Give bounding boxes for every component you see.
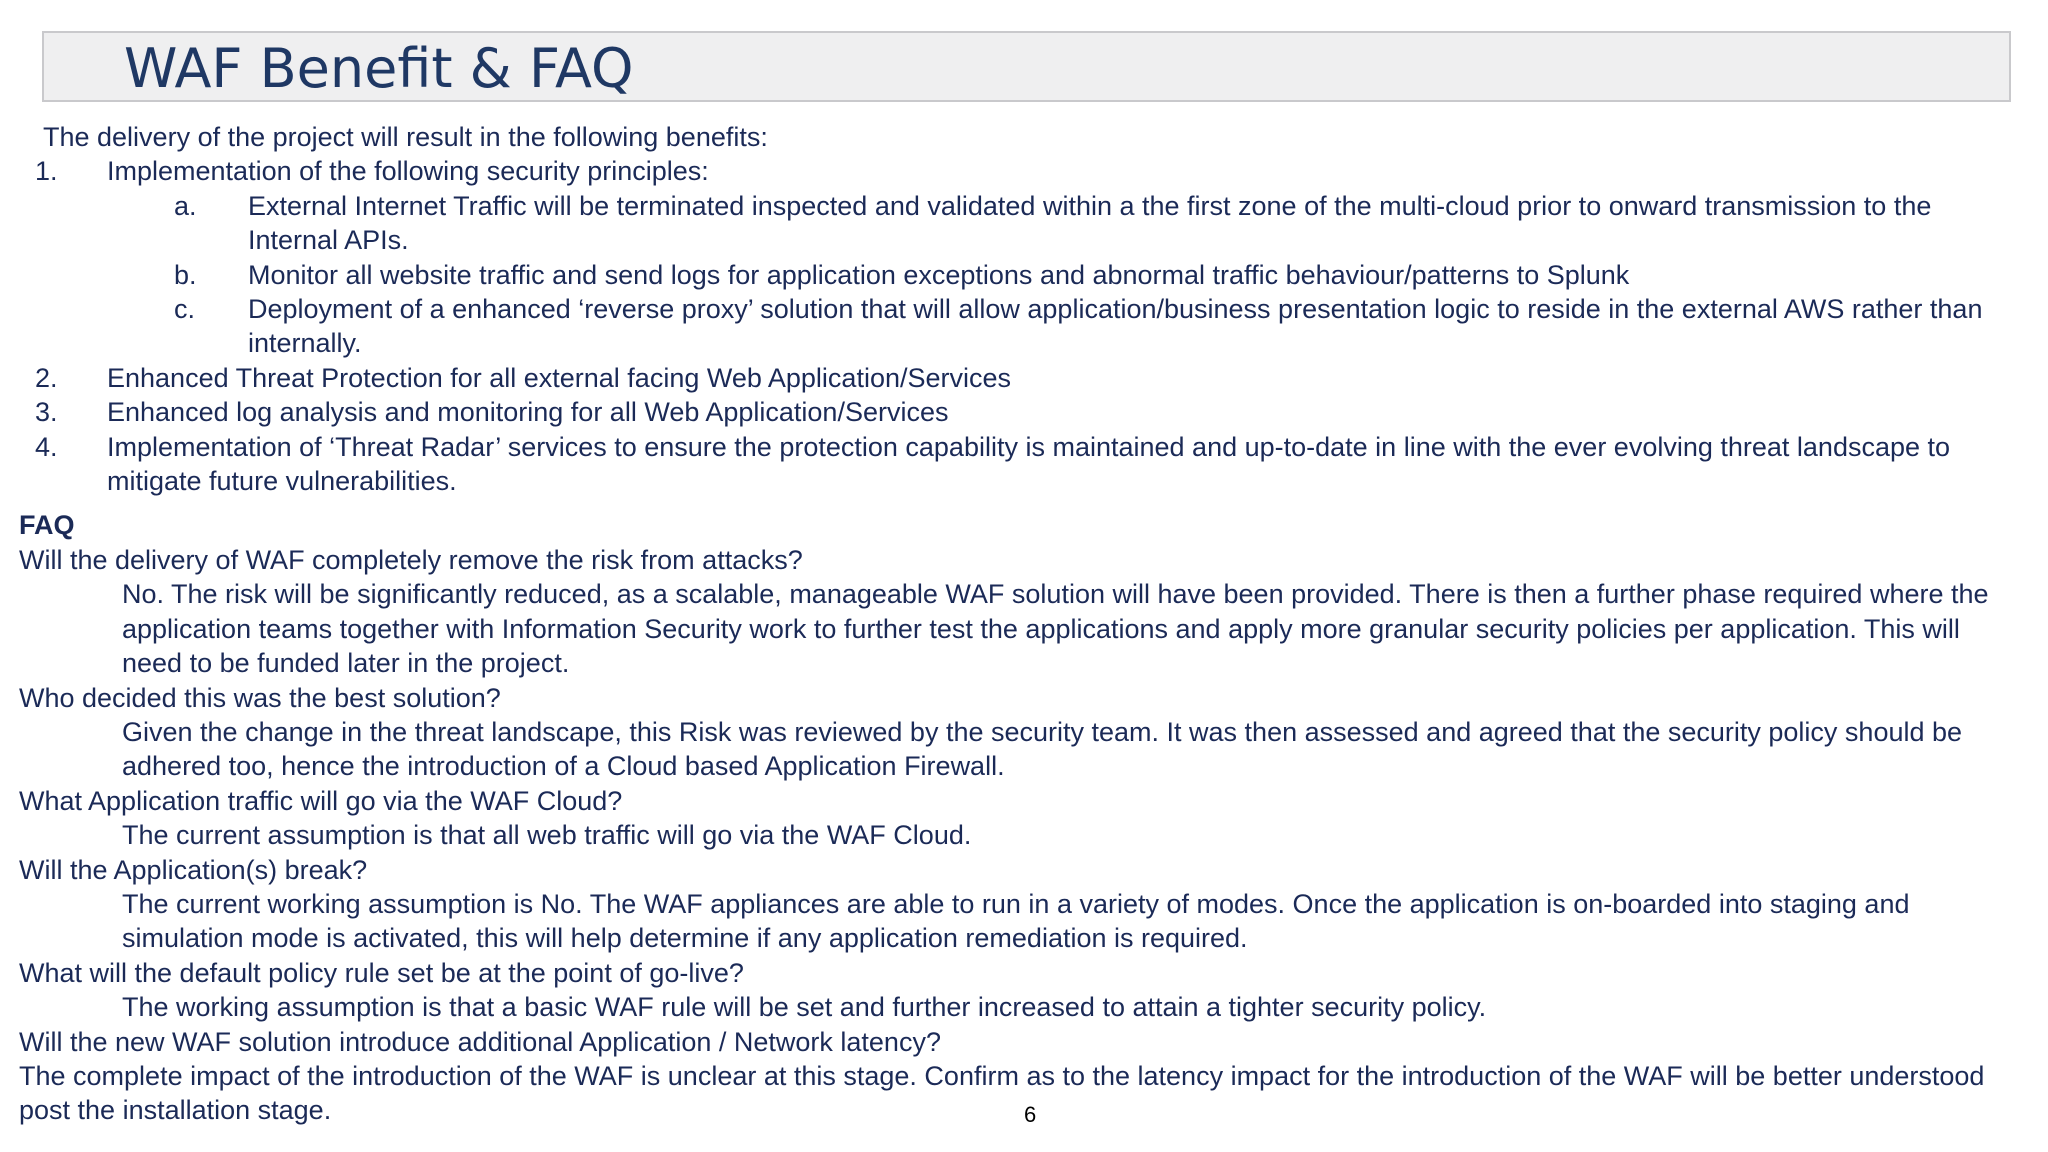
faq-answer: The working assumption is that a basic WAF rule will be set and further increased to attain a tighter security policy. — [122, 992, 1487, 1023]
faq-answer: The current assumption is that all web traffic will go via the WAF Cloud. — [122, 820, 972, 851]
benefits-list — [0, 154, 2048, 498]
benefit-subitem — [0, 258, 2048, 292]
benefit-text: Enhanced log analysis and monitoring for all Web Application/Services — [107, 397, 949, 428]
faq-question: What Application traffic will go via the WAF Cloud? — [19, 785, 623, 816]
benefit-subitem — [0, 189, 2048, 258]
benefit-text: Enhanced Threat Protection for all external facing Web Application/Services — [107, 362, 1012, 393]
benefit-text: Implementation of the following security principles: — [107, 156, 709, 187]
faq-answer: Given the change in the threat landscape, this Risk was reviewed by the security team. It was then assessed and agreed that the security policy should be adhered too, hence the introduction of a Cloud based Application Firewall. — [122, 716, 1963, 782]
benefit-subitem-text: Deployment of a enhanced ‘reverse proxy’ solution that will allow application/business presentation logic to reside in the external AWS rather than internally. — [248, 294, 1983, 359]
list-marker: 2. — [35, 362, 58, 393]
benefit-subitem-text: Monitor all website traffic and send logs for application exceptions and abnormal traffic behaviour/patterns to Splunk — [248, 259, 1630, 290]
benefit-item — [0, 154, 2048, 188]
faq-heading: FAQ — [19, 510, 75, 541]
list-marker: c. — [174, 294, 196, 325]
list-marker: 4. — [35, 431, 58, 462]
faq-question: Will the delivery of WAF completely remove the risk from attacks? — [19, 544, 803, 575]
faq-answer: The current working assumption is No. The WAF appliances are able to run in a variety of modes. Once the application is on-boarded into staging and simulation mode is activated, this will help determine if any application remediation is required. — [122, 888, 1910, 954]
faq-question: Will the Application(s) break? — [19, 854, 368, 885]
faq-answer: No. The risk will be significantly reduced, as a scalable, manageable WAF solution will have been provided. There is then a further phase required where the application teams together with Information Security work to further test the applications and apply more granular security policies per application. This will need to be funded later in the project. — [122, 579, 1989, 679]
list-marker: a. — [174, 190, 197, 221]
faq-question: Who decided this was the best solution? — [19, 682, 501, 713]
page-number: 6 — [1024, 1102, 1037, 1127]
benefit-subitem-text: External Internet Traffic will be terminated inspected and validated within a the first zone of the multi-cloud prior to onward transmission to the Internal APIs. — [248, 190, 1932, 256]
benefit-item — [0, 361, 2048, 395]
list-marker: 3. — [35, 397, 58, 428]
benefit-subitem — [0, 292, 2048, 361]
benefits-intro: The delivery of the project will result in the following benefits: — [43, 122, 768, 152]
faq-list — [0, 543, 2048, 1128]
list-marker: 1. — [35, 156, 58, 187]
faq-question: What will the default policy rule set be at the point of go-live? — [19, 957, 744, 988]
benefit-text: Implementation of ‘Threat Radar’ services to ensure the protection capability is maintained and up-to-date in line with the ever evolving threat landscape to mitigate future vulnerabilities. — [107, 431, 1951, 497]
faq-closing-statement: The complete impact of the introduction of the WAF is unclear at this stage. Confirm as to the latency impact for the introduction of the WAF will be better understood post the installation stage. — [19, 1060, 1985, 1126]
list-marker: b. — [174, 259, 197, 290]
benefit-item — [0, 430, 2048, 499]
slide-title: WAF Benefit & FAQ — [124, 37, 634, 100]
faq-question: Will the new WAF solution introduce additional Application / Network latency? — [19, 1026, 941, 1057]
title-bar — [42, 31, 2011, 102]
slide-body — [0, 120, 2048, 1128]
benefit-item — [0, 395, 2048, 429]
